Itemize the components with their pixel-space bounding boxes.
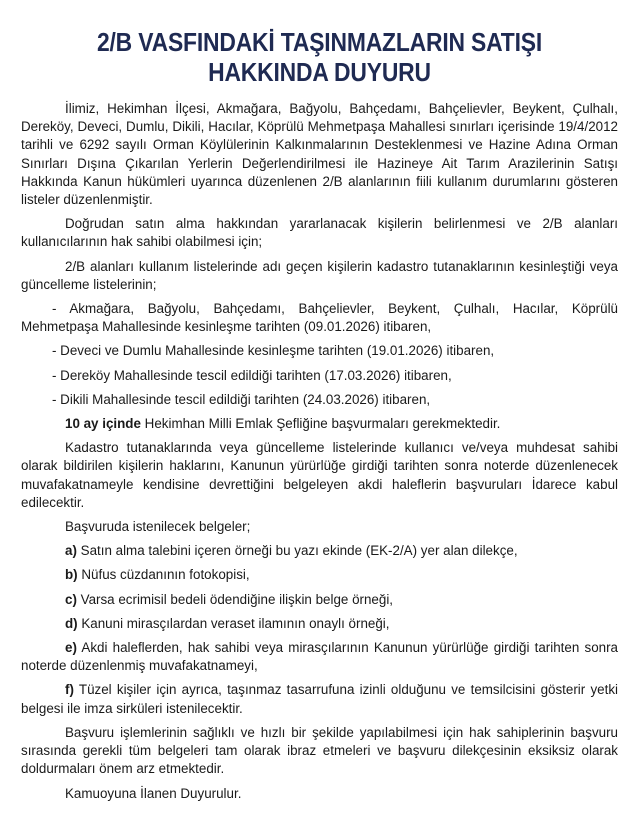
item-marker: e) — [65, 640, 77, 656]
application-deadline-paragraph — [21, 415, 618, 433]
public-announcement-paragraph — [21, 785, 618, 803]
text-run: Başvuruda istenilecek belgeler; — [65, 519, 251, 535]
akdi-halef-paragraph — [21, 439, 618, 512]
page-title-line-1: 2/B VASFINDAKİ TAŞINMAZLARIN SATIŞI — [96, 27, 543, 57]
page-title-line-2: HAKKINDA DUYURU — [208, 57, 431, 87]
lists-condition-paragraph — [21, 258, 618, 294]
document-item-c — [21, 591, 618, 609]
item-marker: f) — [65, 682, 74, 698]
document-item-e — [21, 639, 618, 675]
text-run: Başvuru işlemlerinin sağlıklı ve hızlı bir şekilde yapılabilmesi için hak sahiplerinin başvuru sırasında gerekli tüm belgeleri tam olarak ibraz etmeleri ve başvuru dilekçesinin eksiksiz olarak doldurmaları önem arz etmektedir. — [21, 724, 618, 777]
text-run: Tüzel kişiler için ayrıca, taşınmaz tasarrufuna izinli olduğunu ve temsilcisini gösterir yetki belgesi ile imza sirküleri istenilecektir. — [21, 682, 618, 716]
text-run: Kadastro tutanaklarında veya güncelleme listelerinde kullanıcı ve/veya muhdesat sahibi olarak bildirilen kişilerin haklarını, Kanunun yürürlüğe girdiği tarihten sonra noterde düzenlenecek muvafakatnameyle kendisine devrettiğini belgeleyen akdi haleflerin başvuruları İdarece kabul edilecektir. — [21, 440, 618, 510]
item-marker: c) — [65, 591, 77, 607]
deadline-emphasis: 10 ay içinde — [65, 416, 141, 432]
text-run: - Dereköy Mahallesinde tescil edildiği tarihten (17.03.2026) itibaren, — [52, 367, 452, 383]
document-item-d — [21, 615, 618, 633]
page-title — [57, 27, 582, 87]
required-documents-heading — [21, 518, 618, 536]
text-run: İlimiz, Hekimhan İlçesi, Akmağara, Bağyolu, Bahçedamı, Bahçelievler, Beykent, Çulhalı, Dereköy, Deveci, Dumlu, Dikili, Hacılar, Köprülü Mehmetpaşa Mahallesi sınırları içerisinde 19/4/2012 tarihli ve 6292 sayılı Orman Köylülerinin Kalkınmalarının Desteklenmesi ve Hazine Adına Orman Sınırları Dışına Çıkarılan Yerlerin Değerlendirilmesi ile Hazineye Ait Tarım Arazilerinin Satışı Hakkında Kanun hükümleri uyarınca düzenlenen 2/B alanlarının fiili kullanım durumlarını gösteren listeler düzenlenmiştir. — [21, 101, 618, 208]
text-run: Varsa ecrimisil bedeli ödendiğine ilişkin belge örneği, — [76, 591, 394, 607]
text-run: Kanuni mirasçılardan veraset ilamının onaylı örneği, — [77, 615, 390, 631]
text-run: Hekimhan Milli Emlak Şefliğine başvurmaları gerekmektedir. — [140, 416, 501, 432]
item-marker: b) — [65, 567, 78, 583]
finalization-date-item-3 — [21, 367, 618, 385]
document-body — [21, 100, 618, 803]
document-item-a — [21, 542, 618, 560]
finalization-date-item-4 — [21, 391, 618, 409]
intro-paragraph — [21, 100, 618, 209]
eligibility-paragraph — [21, 215, 618, 251]
text-run: 2/B alanları kullanım listelerinde adı geçen kişilerin kadastro tutanaklarının kesinleştiği veya güncelleme listelerinin; — [21, 258, 618, 292]
text-run: - Dikili Mahallesinde tescil edildiği tarihten (24.03.2026) itibaren, — [52, 391, 431, 407]
text-run: Akdi haleflerden, hak sahibi veya mirasçılarının Kanunun yürürlüğe girdiği tarihten sonra noterde düzenlenmiş muvafakatnameyi, — [21, 640, 618, 674]
text-run: Kamuoyuna İlanen Duyurulur. — [65, 785, 242, 801]
text-run: - Akmağara, Bağyolu, Bahçedamı, Bahçelievler, Beykent, Çulhalı, Hacılar, Köprülü Mehmetpaşa Mahallesinde kesinleşme tarihten (09.01.2026) itibaren, — [21, 301, 618, 335]
text-run: Doğrudan satın alma hakkından yararlanacak kişilerin belirlenmesi ve 2/B alanları kullanıcılarının hak sahibi olabilmesi için; — [21, 216, 618, 250]
document-item-f — [21, 681, 618, 717]
text-run: Satın alma talebini içeren örneği bu yazı ekinde (EK-2/A) yer alan dilekçe, — [76, 543, 518, 559]
item-marker: a) — [65, 543, 77, 559]
document-item-b — [21, 566, 618, 584]
finalization-date-item-2 — [21, 342, 618, 360]
application-notice-paragraph — [21, 724, 618, 779]
finalization-date-item-1 — [21, 300, 618, 336]
text-run: Nüfus cüzdanının fotokopisi, — [77, 567, 250, 583]
item-marker: d) — [65, 615, 78, 631]
text-run: - Deveci ve Dumlu Mahallesinde kesinleşme tarihten (19.01.2026) itibaren, — [52, 343, 495, 359]
